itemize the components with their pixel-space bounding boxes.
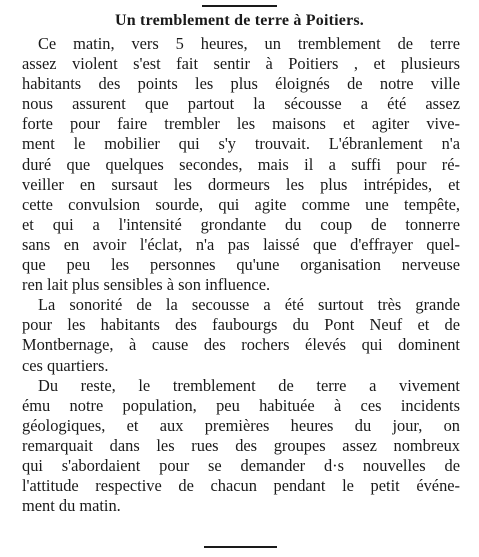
- text-line: ces quartiers.: [22, 355, 109, 375]
- paragraph-3: [22, 376, 460, 517]
- paragraph-1: [22, 34, 460, 295]
- article-body: [22, 34, 460, 516]
- text-line: que peu les personnes qu'une organisation nerveuse: [22, 255, 460, 275]
- text-line: Du reste, le tremblement de terre a vivement: [38, 375, 460, 395]
- text-line: qui s'abordaient pour se demander d·s nouvelles de: [22, 455, 460, 475]
- text-line: ment le mobilier qui s'y trouvait. L'ébranlement n'a: [22, 134, 460, 154]
- text-line: veiller en sursaut les dormeurs les plus intrépides, et: [22, 174, 460, 194]
- text-line: ren lait plus sensibles à son influence.: [22, 275, 271, 295]
- bottom-rule: [204, 546, 277, 548]
- text-line: nous assurent que partout la sécousse a été assez: [22, 94, 460, 114]
- text-line: sans en avoir l'éclat, n'a pas laissé que d'effrayer quel-: [22, 234, 460, 254]
- text-line: ment du matin.: [22, 496, 121, 516]
- top-rule: [202, 5, 277, 7]
- text-line: assez violent s'est fait sentir à Poitiers , et plusieurs: [22, 54, 460, 74]
- text-line: habitants des points les plus éloignés de notre ville: [22, 74, 460, 94]
- text-line: ému notre population, peu habituée à ces incidents: [22, 395, 460, 415]
- text-line: duré que quelques secondes, mais il a suffi pour ré-: [22, 154, 460, 174]
- text-line: et qui a l'intensité grondante du coup de tonnerre: [22, 214, 460, 234]
- text-line: forte pour faire trembler les maisons et agiter vive-: [22, 114, 460, 134]
- text-line: remarquait dans les rues des groupes assez nombreux: [22, 435, 460, 455]
- text-line: Ce matin, vers 5 heures, un tremblement de terre: [38, 34, 460, 53]
- text-line: cette convulsion sourde, qui agite comme une tempête,: [22, 194, 460, 214]
- text-line: Montbernage, à cause des rochers élevés qui dominent: [22, 335, 460, 355]
- headline: Un tremblement de terre à Poitiers.: [115, 12, 364, 29]
- text-line: géologiques, et aux premières heures du jour, on: [22, 415, 460, 435]
- text-line: l'attitude respective de chacun pendant le petit événe-: [22, 476, 460, 496]
- text-line: pour les habitants des faubourgs du Pont Neuf et de: [22, 315, 460, 335]
- paragraph-2: [22, 295, 460, 375]
- text-line: La sonorité de la secousse a été surtout très grande: [38, 295, 460, 315]
